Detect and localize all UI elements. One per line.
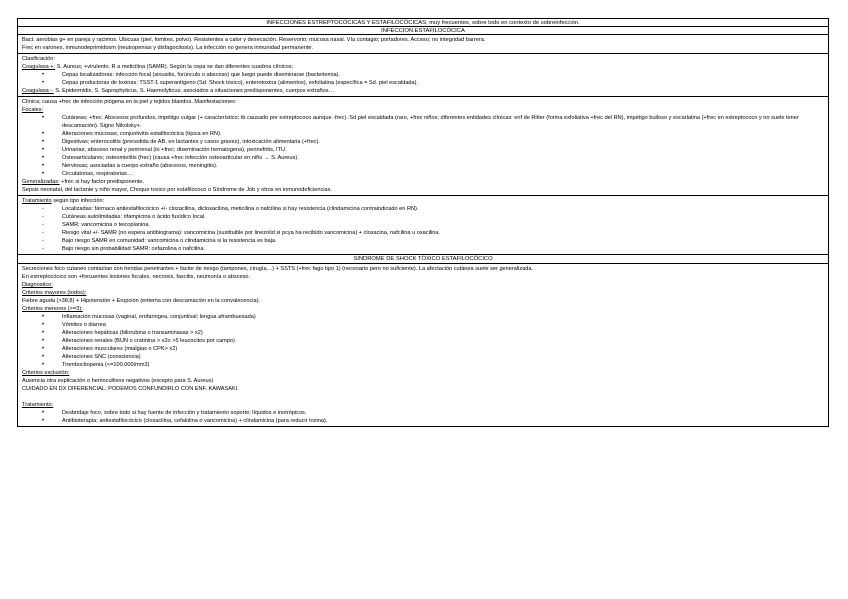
list-item: • Digestivas; enterocolitis (precedida de AB, en lactantes y casos graves), intoxicación alimentaria (+frec). bbox=[22, 138, 825, 146]
shock-section-title: SINDROME DE SHOCK TÓXICO ESTAFILOCÓCICO bbox=[353, 256, 493, 262]
coagulase-negative bbox=[22, 87, 825, 95]
list-item: • Alteraciones musculares (mialgias o CPK> x2) bbox=[22, 345, 825, 353]
main-title: INFECCIONES ESTREPTOCÓCICAS Y ESTAFILOCÓCICAS; muy frecuentes, sobre todo en contexto de sobreinfección. bbox=[266, 20, 580, 26]
general-text: +frec si hay factor predisponente. bbox=[59, 179, 145, 185]
shock-intro-line: En estreptocócico son +frecuentes lesiones focales, necrosis, fascitis, neumonía o absceso. bbox=[22, 274, 251, 280]
treatment-text: según tipo infección: bbox=[51, 198, 105, 204]
list-item: • Cepas productoras de toxinas: TSST-1 superantígeno (Sd. Shock tóxico), enterotoxina (alimentos), exfoliatina (específica = Sd. piel escaldada). bbox=[22, 79, 825, 87]
general-label: Generalizadas: bbox=[22, 179, 60, 185]
list-item: • Urinarias; absceso renal y perirrenal (lo +frec; diseminación hematogena), perinefritis, ITU. bbox=[22, 146, 825, 154]
coag-pos-text: S. Aureus; +virulento. R a meticilina (SAMR). Según la cepa se dan diferentes cuadros clínicos; bbox=[55, 64, 294, 70]
treatment-heading bbox=[22, 197, 825, 205]
spacer bbox=[22, 393, 825, 401]
classification-heading: Clasificación: bbox=[22, 56, 55, 62]
exclusion-criteria-label: Criterios exclusión: bbox=[22, 370, 70, 376]
major-criteria-label: Criterios mayores (todos): bbox=[22, 290, 87, 296]
staph-treatment-cell bbox=[17, 196, 829, 255]
list-item: • Alteraciones mucosas; conjuntivitis estafilocócica (típica en RN). bbox=[22, 130, 825, 138]
shock-intro-line: Secreciones foco cutaneo contactan con heridas penetrantes + factor de riesgo (tampones, cirugía…) + SSTS (+frec fago tipo 1) (necesario pero no suficiente). La afectación cutánea suele ser generalizada. bbox=[22, 266, 534, 272]
list-item: • Antibioterapia; antiestafilocócico (cloxacilina, cefalolina o vancomicina) + clindamicina (para reducir toxina). bbox=[22, 417, 825, 425]
list-item: • Alteraciones hepáticas (bilirrubina o transaminasas > x2) bbox=[22, 329, 825, 337]
list-item: - Riesgo vital +/- SAMR (no espera antibiograma): vancomicina (sustituible por linezolid si pcya ha recibido vancomicina) + cloxacina, nafcilina u oxacilina. bbox=[22, 229, 825, 237]
staph-intro-cell bbox=[17, 34, 829, 54]
list-item: • Trombocitopenia (<=100.000/mm3) bbox=[22, 361, 825, 369]
list-item: • Circulatorias, respiratorias… bbox=[22, 170, 825, 178]
coag-neg-text: S. Epidermidis, S. Saprophyticus, S. Haemolyticus; asociados a situaciones predisponentes, cuerpos extraños… bbox=[53, 88, 335, 94]
exclusion-criteria-text: Ausencia otra explicación o hemocultivos negativos (excepto para S. Aureus) bbox=[22, 378, 214, 384]
main-title-bar bbox=[17, 18, 829, 26]
coag-neg-label: Coagulasa -: bbox=[22, 88, 54, 94]
list-item: • Osteoarticulares; osteomielitis (frec) (causa +frec infección osteoarticular en niño → S. Aureus). bbox=[22, 154, 825, 162]
diagnosis-label: Diagnostico: bbox=[22, 282, 53, 288]
list-item: • Alteraciones SNC (consciencia) bbox=[22, 353, 825, 361]
coag-pos-label: Coagulasa +: bbox=[22, 64, 56, 70]
list-item: • Desbridaje foco, sobre todo si hay fuente de infección y tratamiento soporte; líquidos e inotrópicos. bbox=[22, 409, 825, 417]
sepsis-line: Sepsis neonatal, del lactante y niño mayor, Choque toxico por estafilococo o Síndrome de Job y otros en inmunodeficiencias. bbox=[22, 187, 333, 193]
coagulase-positive bbox=[22, 63, 825, 71]
list-item: - SAMR: vancomicina o teicoplanina. bbox=[22, 221, 825, 229]
list-item: • Cutáneas; +frec. Abscesos profundos, impétigo vulgar (+ característico; tb causado por estreptococo aunque -frec). Sd piel escaldada (raro, +frec niños; diferentes entidades clínicas: enf de Ritter (forma exfoliativa +frec del RN), impétigo bulloso y escarlatina (+frec en estreptococo y no suele tener descamación). Signo Nikolsky+. bbox=[22, 114, 825, 130]
major-criteria-text: Fiebre aguda (>38,8) + Hipotensión + Erupción (eritema con descamación en la convalecencia). bbox=[22, 298, 261, 304]
list-item: - Cutáneas autolimitadas: rifampicina o ácido fusídico local. bbox=[22, 213, 825, 221]
list-item: • Alteraciones renales (BUN o cratinina > x2o >5 leucocitos por campo) bbox=[22, 337, 825, 345]
treatment-label: Tratamiento bbox=[22, 198, 52, 204]
minor-criteria-label: Criterios menores (>=3): bbox=[22, 306, 83, 312]
list-item: • Inflamación mucosas (vaginal, orofaringea, conjuntival; lengua aframbuesada) bbox=[22, 313, 825, 321]
classification-cell bbox=[17, 54, 829, 97]
clinic-cell bbox=[17, 97, 829, 196]
shock-treatment-label: Tratamiento: bbox=[22, 402, 54, 408]
list-item: - Bajo riesgo sin probabilidad SAMR: cefazolina o nafcilina. bbox=[22, 245, 825, 253]
shock-cell bbox=[17, 263, 829, 427]
staph-intro-line: Bact. aerobias g+ en pareja y racimos. Ubicuas (piel, fomites, polvo). Resistentes a calor y desecación. Reservorio; mucosa nasal. Vía contagio; portadores. Acceso; no integridad barrera. bbox=[22, 37, 486, 43]
list-item: • Nerviosas; asociadas a cuerpo extraño (abscesos, meningitis). bbox=[22, 162, 825, 170]
staph-section-title: INFECCION ESTAFILOCÓCICA bbox=[381, 28, 465, 34]
generalized-line bbox=[22, 178, 825, 186]
staph-intro-line: Frec en varones, inmunodeprimidosm (neutropenias y disfagocitosis). La infección no genera inmunidad permanente. bbox=[22, 45, 314, 51]
staph-title-bar bbox=[17, 26, 829, 34]
list-item: - Localizadas: fármaco antiestafilocócico +/- clozacilina, dicloxacilina, meticilina o nafcilina si hay resistencia (clindamicina contraindicado en RN). bbox=[22, 205, 825, 213]
list-item: - Bajo riesgo SAMR en comunidad: vancomicina o clindamicina si la resistencia es baja. bbox=[22, 237, 825, 245]
document-page bbox=[17, 18, 829, 427]
list-item: • Cepas localizadoras: infección focal (sinusitis, forúnculo o absceso) que luego puede diseminarse (bacteriemia). bbox=[22, 71, 825, 79]
focal-label: Focales: bbox=[22, 107, 44, 113]
list-item: • Vómitos o diarrea bbox=[22, 321, 825, 329]
differential-warning: CUIDADO EN DX DIFERENCIAL; PODEMOS CONFUNDIRLO CON ENF. KAWASAKI. bbox=[22, 386, 239, 392]
shock-title-bar bbox=[17, 255, 829, 263]
clinic-intro: Clínica; causa +frec de infección piógena en la piel y tejidos blandos. Manifestaciones: bbox=[22, 99, 237, 105]
